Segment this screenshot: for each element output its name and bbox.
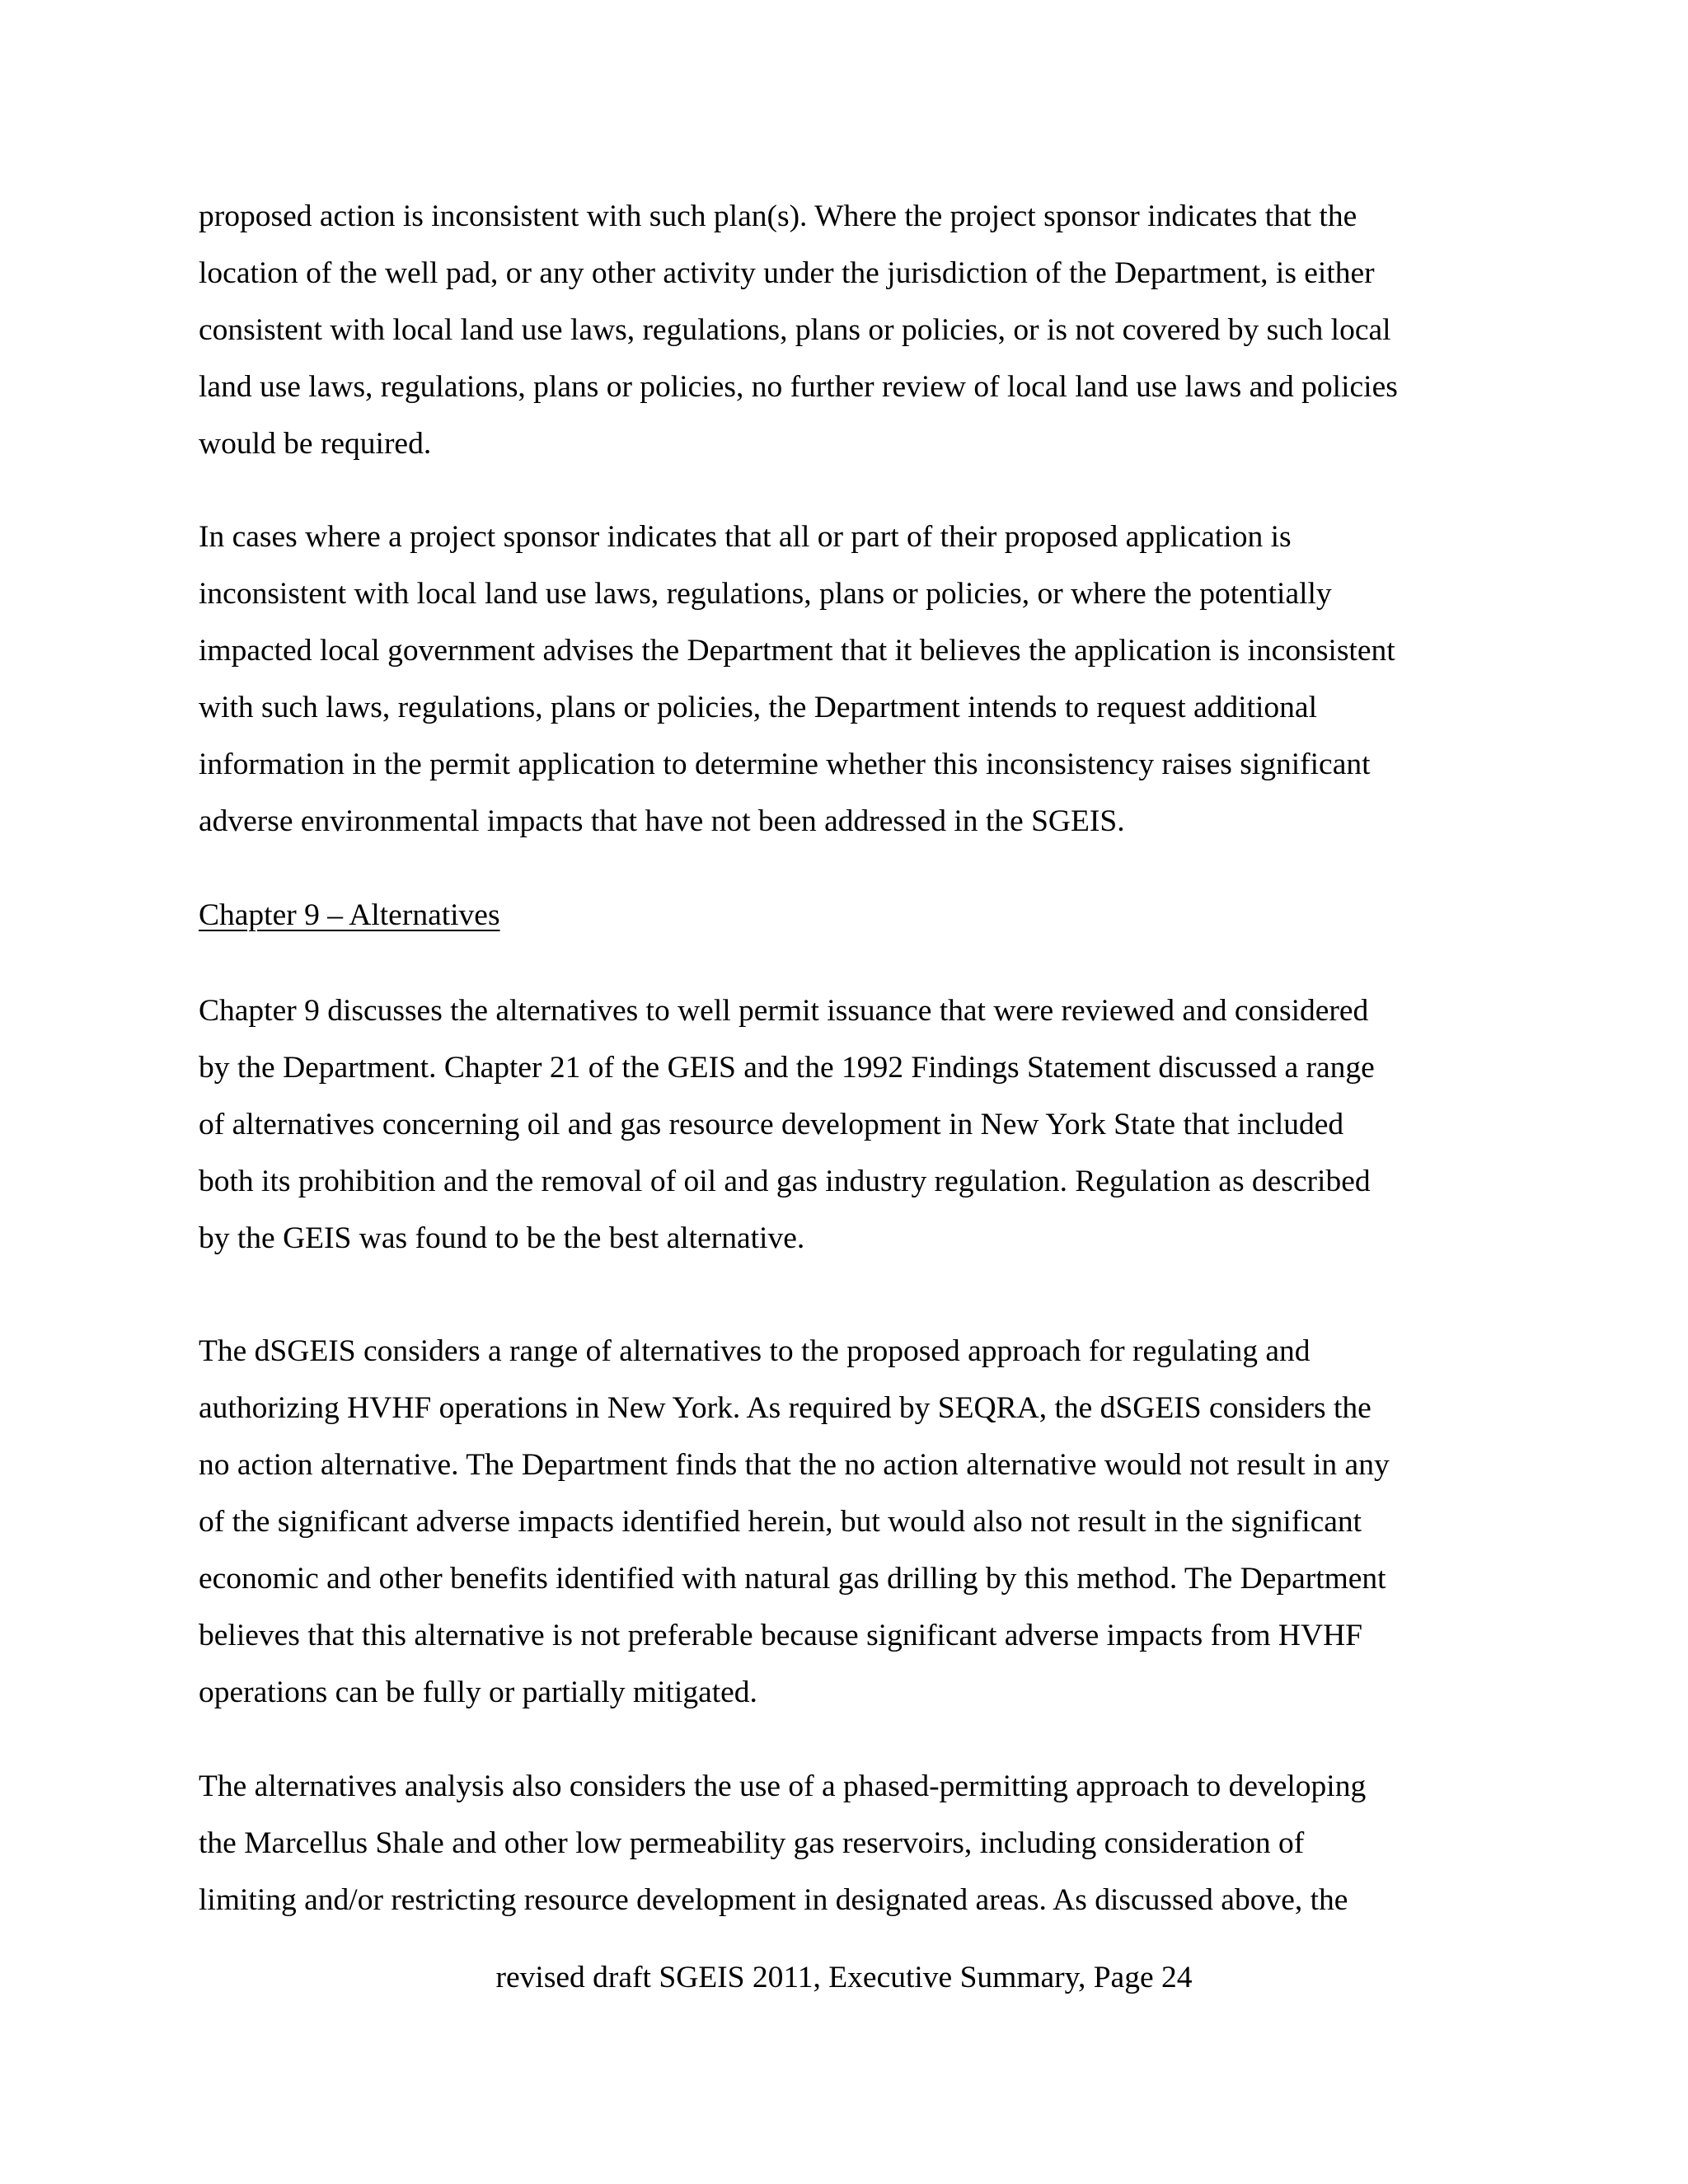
text-line: of alternatives concerning oil and gas resource development in New York State that included xyxy=(199,1108,1344,1141)
text-line: information in the permit application to determine whether this inconsistency raises significant xyxy=(199,748,1371,781)
text-line: Chapter 9 discusses the alternatives to well permit issuance that were reviewed and considered xyxy=(199,994,1369,1028)
paragraph-dsgeis-alternatives xyxy=(199,1323,1501,1721)
text-line: no action alternative. The Department finds that the no action alternative would not result in any xyxy=(199,1448,1390,1482)
text-line: believes that this alternative is not preferable because significant adverse impacts from HVHF xyxy=(199,1619,1363,1652)
document-body xyxy=(199,188,1501,1929)
text-line: by the GEIS was found to be the best alternative. xyxy=(199,1221,805,1255)
text-line: would be required. xyxy=(199,427,432,461)
text-line: the Marcellus Shale and other low permeability gas reservoirs, including consideration of xyxy=(199,1826,1305,1860)
text-line: consistent with local land use laws, regulations, plans or policies, or is not covered by such local xyxy=(199,313,1391,347)
text-line: of the significant adverse impacts identified herein, but would also not result in the significant xyxy=(199,1505,1362,1539)
paragraph-local-land-use-consistency xyxy=(199,188,1501,472)
text-line: inconsistent with local land use laws, regulations, plans or policies, or where the potentially xyxy=(199,577,1332,611)
text-line: with such laws, regulations, plans or policies, the Department intends to request additional xyxy=(199,691,1317,724)
text-line: The dSGEIS considers a range of alternatives to the proposed approach for regulating and xyxy=(199,1334,1311,1368)
text-line: authorizing HVHF operations in New York. As required by SEQRA, the dSGEIS considers the xyxy=(199,1391,1372,1425)
paragraph-inconsistency-cases xyxy=(199,509,1501,850)
paragraph-chapter-9-overview xyxy=(199,982,1501,1267)
text-line: economic and other benefits identified with natural gas drilling by this method. The Department xyxy=(199,1562,1386,1596)
paragraph-phased-permitting xyxy=(199,1758,1501,1929)
text-line: location of the well pad, or any other activity under the jurisdiction of the Department, is either xyxy=(199,256,1375,290)
text-line: The alternatives analysis also considers the use of a phased-permitting approach to developing xyxy=(199,1769,1367,1803)
text-line: both its prohibition and the removal of oil and gas industry regulation. Regulation as described xyxy=(199,1165,1371,1198)
text-line: proposed action is inconsistent with such plan(s). Where the project sponsor indicates that the xyxy=(199,199,1357,233)
text-line: adverse environmental impacts that have not been addressed in the SGEIS. xyxy=(199,804,1125,838)
text-line: by the Department. Chapter 21 of the GEIS and the 1992 Findings Statement discussed a range xyxy=(199,1051,1375,1085)
text-line: land use laws, regulations, plans or policies, no further review of local land use laws and policies xyxy=(199,370,1398,404)
text-line: limiting and/or restricting resource development in designated areas. As discussed above, the xyxy=(199,1883,1348,1917)
text-line: operations can be fully or partially mitigated. xyxy=(199,1675,757,1709)
text-line: impacted local government advises the Department that it believes the application is inconsistent xyxy=(199,634,1395,668)
text-line: In cases where a project sponsor indicates that all or part of their proposed application is xyxy=(199,520,1292,554)
page-footer: revised draft SGEIS 2011, Executive Summary, Page 24 xyxy=(495,1961,1193,1994)
section-heading-chapter-9: Chapter 9 – Alternatives xyxy=(199,898,500,932)
